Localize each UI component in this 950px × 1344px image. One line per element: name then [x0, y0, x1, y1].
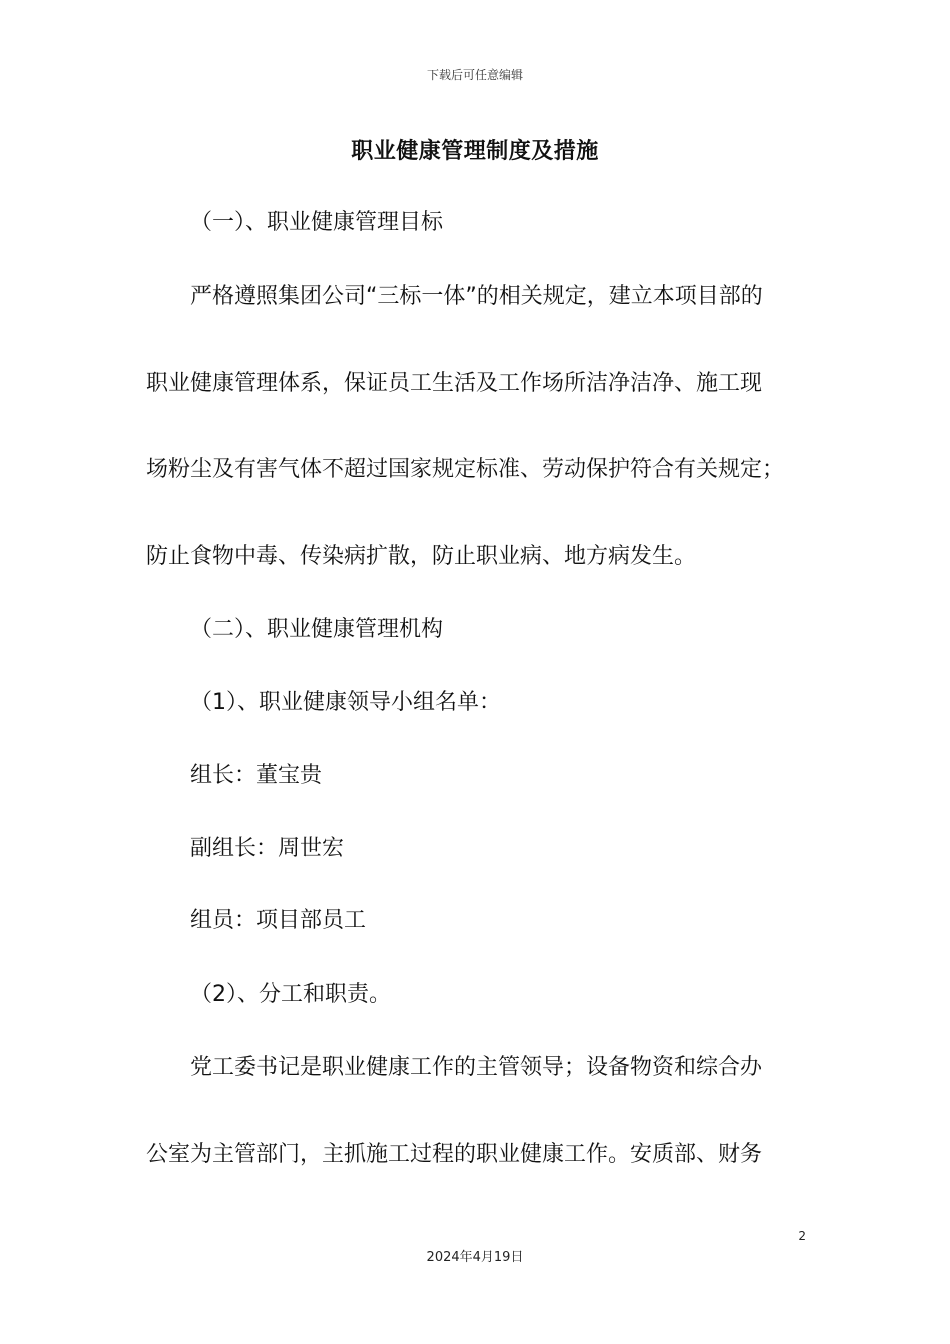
paragraph-line: 防止食物中毒、传染病扩散，防止职业病、地方病发生。: [146, 544, 697, 569]
paragraph-line: 公室为主管部门，主抓施工过程的职业健康工作。安质部、财务: [146, 1142, 763, 1167]
header-note: 下载后可任意编辑: [426, 68, 523, 82]
deputy-leader-entry: 副组长：周世宏: [190, 836, 345, 861]
subsection-heading: （1）、职业健康领导小组名单：: [190, 690, 501, 715]
subsection-heading: （2）、分工和职责。: [190, 982, 391, 1007]
members-entry: 组员：项目部员工: [190, 908, 367, 933]
leader-entry: 组长：董宝贵: [190, 763, 323, 788]
section-heading-2: （二）、职业健康管理机构: [190, 617, 444, 642]
document-title: 职业健康管理制度及措施: [351, 139, 599, 164]
paragraph-line: 党工委书记是职业健康工作的主管领导；设备物资和综合办: [190, 1055, 763, 1080]
page-number: 2: [798, 1229, 806, 1243]
paragraph-line: 严格遵照集团公司“三标一体”的相关规定，建立本项目部的: [190, 284, 763, 309]
paragraph-line: 职业健康管理体系，保证员工生活及工作场所洁净洁净、施工现: [146, 371, 763, 396]
footer-date: 2024年4月19日: [426, 1250, 524, 1265]
section-heading-1: （一）、职业健康管理目标: [190, 210, 444, 235]
paragraph-line: 场粉尘及有害气体不超过国家规定标准、劳动保护符合有关规定；: [146, 457, 785, 482]
